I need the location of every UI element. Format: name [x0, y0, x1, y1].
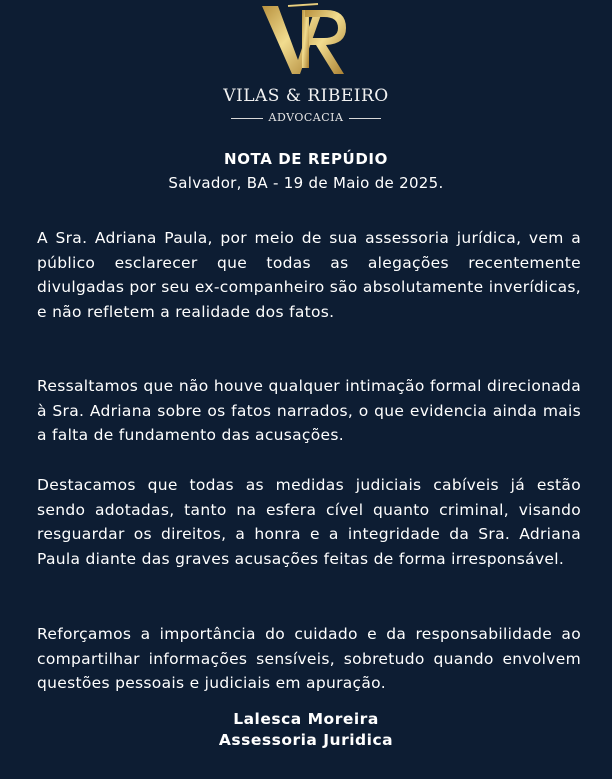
- paragraph-2: Ressaltamos que não houve qualquer intimação formal direcionada à Sra. Adriana sobre os fatos narrados, o que evidencia ainda mais a falta de fundamento das acusações.: [37, 377, 581, 444]
- firm-subtitle-row: [0, 111, 612, 124]
- dateline: Salvador, BA - 19 de Maio de 2025.: [168, 174, 444, 192]
- vr-monogram-logo: [256, 2, 356, 78]
- signature-name: Lalesca Moreira: [233, 710, 379, 728]
- signature-role: Assessoria Juridica: [218, 731, 394, 749]
- firm-name: VILAS & RIBEIRO: [223, 86, 389, 106]
- firm-subtitle: ADVOCACIA: [268, 111, 344, 124]
- document-title: NOTA DE REPÚDIO: [224, 150, 388, 168]
- paragraph-1: A Sra. Adriana Paula, por meio de sua assessoria jurídica, vem a público esclarecer que todas as alegações recentemente divulgadas por seu ex-companheiro são absolutamente inverídicas, e não refletem a realidade dos fatos.: [37, 229, 581, 321]
- firm-logo: [0, 0, 612, 130]
- paragraph-3: Destacamos que todas as medidas judiciais cabíveis já estão sendo adotadas, tanto na esfera cível quanto criminal, visando resguardar os direitos, a honra e a integridade da Sra. Adriana Paula diante das graves acusações feitas de forma irresponsável.: [37, 476, 581, 568]
- divider-line-right: [349, 118, 381, 119]
- divider-line-left: [231, 118, 263, 119]
- paragraph-4: Reforçamos a importância do cuidado e da responsabilidade ao compartilhar informações sensíveis, sobretudo quando envolvem questões pessoais e judiciais em apuração.: [37, 625, 581, 692]
